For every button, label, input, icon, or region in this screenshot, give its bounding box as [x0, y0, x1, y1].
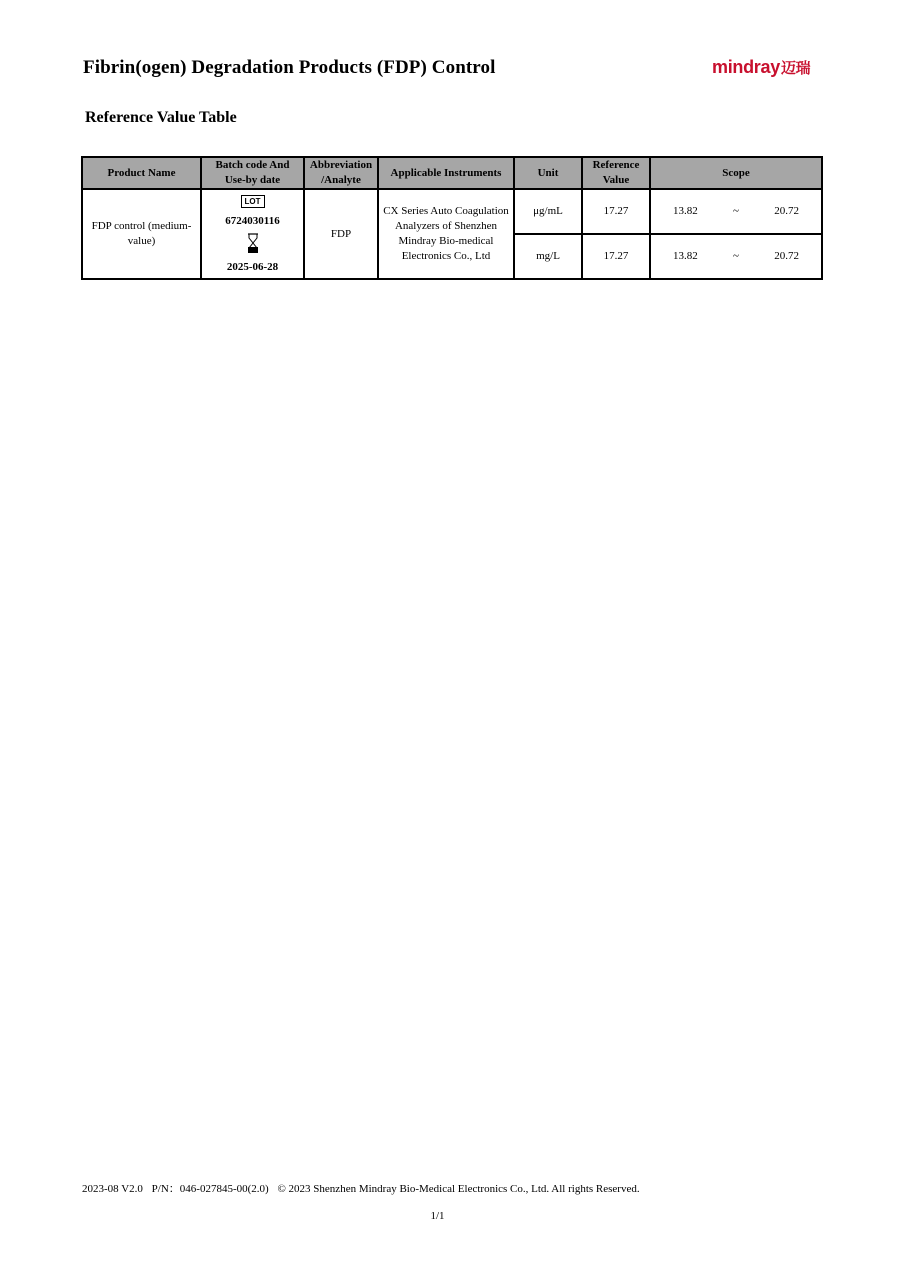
reference-value-table [81, 156, 823, 280]
header-ref-line2: Value [602, 174, 630, 186]
batch-code-cell [201, 189, 304, 279]
lot-symbol-icon: LOT [241, 195, 265, 208]
footer-copyright: © 2023 Shenzhen Mindray Bio-Medical Electronics Co., Ltd. All rights Reserved. [277, 1183, 640, 1195]
table-header-row [82, 157, 822, 189]
scope-low: 13.82 [673, 250, 698, 262]
footer-part-number: P/N：046-027845-00(2.0) [151, 1183, 269, 1195]
page-number: 1/1 [430, 1210, 445, 1222]
header-scope: Scope [650, 157, 822, 189]
reference-value-cell: 17.27 [582, 234, 650, 279]
header-reference-value [582, 157, 650, 189]
hourglass-icon [247, 233, 259, 253]
use-by-date: 2025-06-28 [226, 261, 279, 273]
scope-separator: ~ [733, 205, 739, 217]
scope-separator: ~ [733, 250, 739, 262]
header-unit: Unit [514, 157, 582, 189]
footer-version: 2023-08 V2.0 [82, 1183, 143, 1195]
header-instruments: Applicable Instruments [378, 157, 514, 189]
logo-cn-text: 迈瑞 [780, 60, 811, 77]
product-name-cell: FDP control (medium-value) [82, 189, 201, 279]
mindray-logo [712, 57, 810, 78]
instruments-cell: CX Series Auto Coagulation Analyzers of Shenzhen Mindray Bio-medical Electronics Co., Ltd [378, 189, 514, 279]
table-row [82, 189, 822, 234]
header-abbr-line2: /Analyte [321, 174, 361, 186]
logo-text: mindray [712, 57, 780, 77]
batch-code: 6724030116 [225, 215, 280, 227]
reference-value-cell: 17.27 [582, 189, 650, 234]
header-abbreviation [304, 157, 378, 189]
header-product-name: Product Name [82, 157, 201, 189]
scope-low: 13.82 [673, 205, 698, 217]
header-abbr-line1: Abbreviation [309, 159, 373, 171]
scope-high: 20.72 [774, 250, 799, 262]
scope-high: 20.72 [774, 205, 799, 217]
unit-cell: μg/mL [514, 189, 582, 234]
header-batch-line1: Batch code And [215, 159, 290, 171]
document-title: Fibrin(ogen) Degradation Products (FDP) Control [83, 57, 496, 78]
section-title: Reference Value Table [85, 109, 237, 126]
header-batch-code [201, 157, 304, 189]
abbreviation-cell: FDP [304, 189, 378, 279]
header-ref-line1: Reference [592, 159, 640, 171]
scope-cell [650, 234, 822, 279]
footer [82, 1180, 646, 1196]
scope-cell [650, 189, 822, 234]
unit-cell: mg/L [514, 234, 582, 279]
header-batch-line2: Use-by date [224, 174, 281, 186]
